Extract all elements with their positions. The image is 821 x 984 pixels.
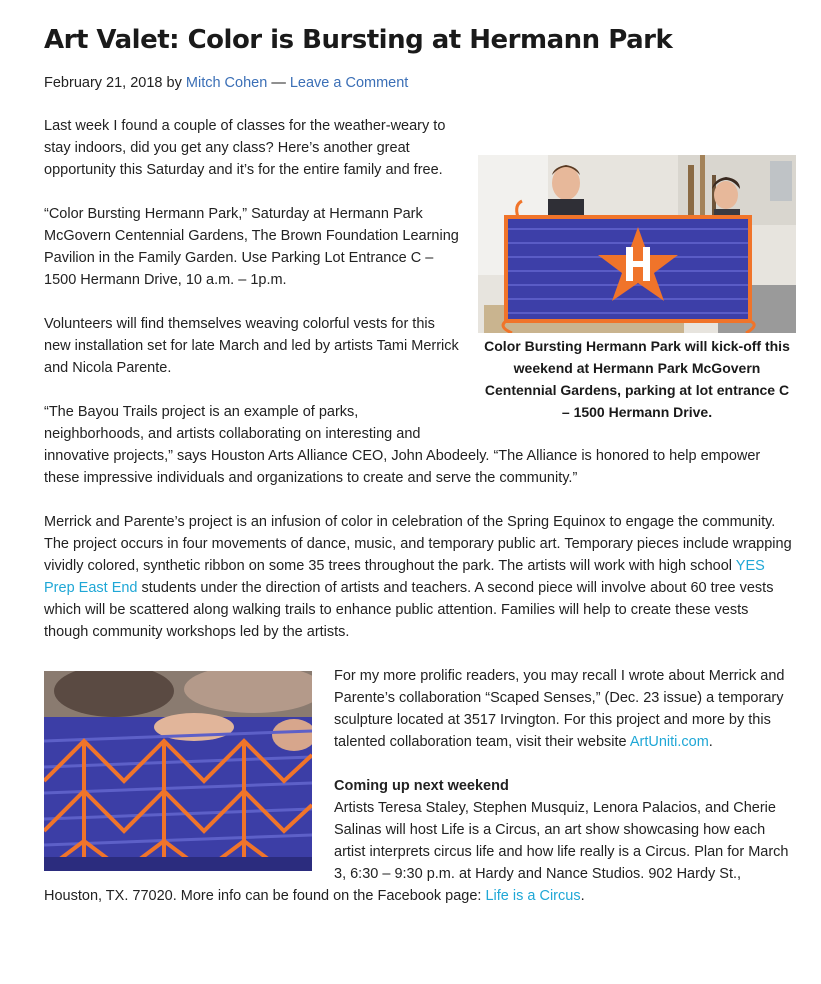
post-date: February 21, 2018 (44, 75, 163, 91)
paragraph-project (44, 511, 796, 643)
figure-weaving (44, 671, 312, 871)
post-title: Art Valet: Color is Bursting at Hermann Park (44, 25, 673, 55)
post-by: by (166, 75, 182, 91)
paragraph-volunteers: Volunteers will find themselves weaving colorful vests for this new installation set for late March and led by artists Tami Merrick and Nicola Parente. (44, 316, 459, 376)
author-link[interactable]: Mitch Cohen (185, 75, 268, 91)
figure-hermann-park (478, 155, 796, 423)
coming-up-heading: Coming up next weekend (334, 778, 509, 794)
meta-separator: — (271, 75, 286, 91)
article (44, 20, 796, 929)
yes-prep-link[interactable]: YES Prep East End (44, 558, 765, 596)
project-text-after: students under the direction of artists and teachers. A second piece will involve about 60 tree vests which will be scattered along walking trails to enhance public attention. Families will help to create these vests though community workshops led by the artists. (44, 580, 774, 640)
leave-comment-link[interactable]: Leave a Comment (289, 75, 409, 91)
coming-up-text-after: . (580, 888, 585, 904)
coming-up-text-before: Artists Teresa Staley, Stephen Musquiz, Lenora Palacios, and Cherie Salinas will host Life is a Circus, an art show showcasing how each artist interprets circus life and how life really is a Circus. Plan for March 3, 6:30 – 9:30 p.m. at Hardy and Nance Studios. 902 Hardy St., Houston, TX. 77020. More info can be found on the Facebook page: (44, 800, 789, 904)
scaped-text-before: For my more prolific readers, you may recall I wrote about Merrick and Parente’s collaboration “Scaped Senses,” (Dec. 23 issue) a temporary sculpture located at 3517 Irvington. For this project and more by this talented collaboration team, visit their website (334, 668, 785, 750)
paragraph-event-details: “Color Bursting Hermann Park,” Saturday at Hermann Park McGovern Centennial Gardens, The Brown Foundation Learning Pavilion in the Family Garden. Use Parking Lot Entrance C – 1500 Hermann Drive, 10 a.m. – 1p.m. (44, 206, 459, 288)
figure-caption: Color Bursting Hermann Park will kick-off this weekend at Hermann Park McGovern Centennial Gardens, parking at lot entrance C – 1500 Hermann Drive. (484, 338, 790, 420)
weaving-ribbon-photo (44, 671, 312, 871)
post-content (44, 115, 796, 929)
paragraph-quote: “The Bayou Trails project is an example of parks, neighborhoods, and artists collaborating on interesting and innovative projects,” says Houston Arts Alliance CEO, John Abodeely. “The Alliance is honored to help empower these impressive individuals and organizations to create and serve the community.” (44, 404, 761, 486)
artuniti-link[interactable]: ArtUniti.com (629, 734, 709, 750)
post-meta (44, 72, 796, 94)
paragraph-intro: Last week I found a couple of classes for the weather-weary to stay indoors, did you get any class? Here’s another great opportunity this Saturday and it’s for the entire family and free. (44, 118, 446, 178)
life-is-a-circus-link[interactable]: Life is a Circus (485, 888, 581, 904)
artists-banner-photo (478, 155, 796, 333)
scaped-text-after: . (708, 734, 713, 750)
project-text-before: Merrick and Parente’s project is an infusion of color in celebration of the Spring Equinox to engage the community. The project occurs in four movements of dance, music, and temporary public art. Temporary pieces include wrapping vividly colored, synthetic ribbon on some 35 trees throughout the park. The artists will work with high school (44, 514, 792, 574)
